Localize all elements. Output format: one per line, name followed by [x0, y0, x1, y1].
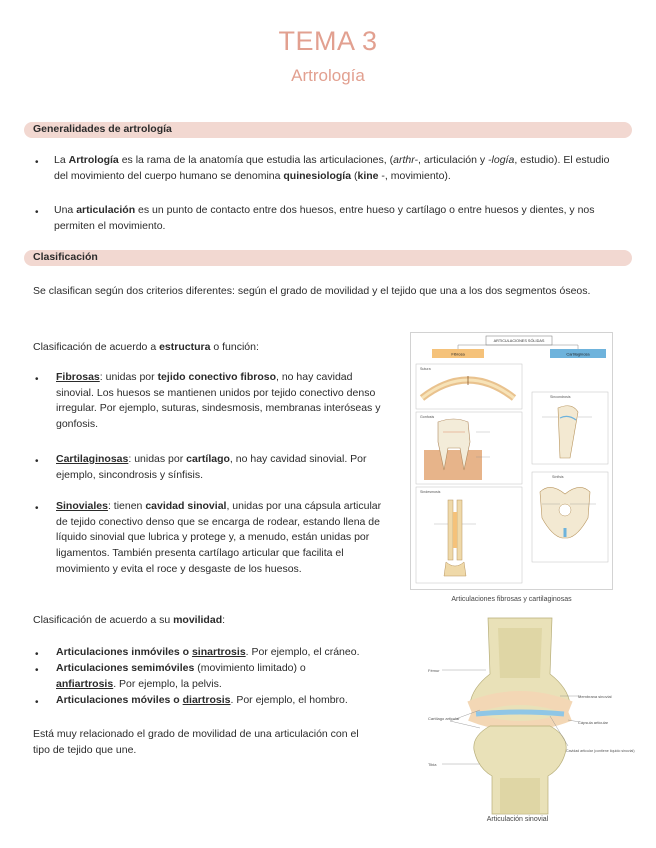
- figure1-right-header: Cartilaginosa: [566, 351, 590, 357]
- bullet-dot: •: [35, 649, 39, 660]
- figure2-label-membrana: Membrana sinovial: [578, 694, 612, 699]
- section-header-generalidades: [24, 122, 632, 138]
- figure-solid-joints: [410, 332, 613, 590]
- page-title: TEMA 3: [278, 26, 378, 56]
- bullet-diartrosis: Articulaciones móviles o diartrosis. Por ejemplo, el hombro.: [56, 694, 348, 706]
- bullet-dot: •: [35, 697, 39, 708]
- figure1-left-header: Fibrosa: [451, 351, 465, 357]
- bullet-sinoviales: Sinoviales: tienen cavidad sinovial, unidas por una cápsula articular de tejido conectivo denso que se encarga de rodear, estando llena de líquido sinovial que lubrica y protege y, a menudo, están unidas por ligamentos. También presenta cartílago articular que facilita el movimiento y evita el roce y desgaste de los huesos.: [56, 500, 382, 575]
- page-subtitle: Artrología: [291, 66, 365, 85]
- figure-synovial-joint: [420, 618, 635, 814]
- figure1-top-label: ARTICULACIONES SÓLIDAS: [493, 339, 545, 343]
- bullet-dot: •: [35, 503, 39, 514]
- bullet-artrologia: La Artrología es la rama de la anatomía que estudia las articulaciones, (arthr-, articulación y -logía, estudio). El estudio del movimiento del cuerpo humano se denomina quinesiología (kine -, movimiento).: [54, 154, 610, 182]
- figure2-label-capsula: Cápsula articular: [578, 720, 609, 725]
- figure2-caption: Articulación sinovial: [486, 816, 549, 823]
- figure1-sincondrosis-label: Sincondrosis: [550, 395, 571, 399]
- figure2-label-cartilago: Cartílago articular: [428, 716, 460, 721]
- bullet-fibrosas: Fibrosas: unidas por tejido conectivo fibroso, no hay cavidad sinovial. Los huesos se mantienen unidos por tejido conectivo denso irregular. Por ejemplo, suturas, sindesmosis, membranas interóseas y gonfosis.: [56, 371, 381, 431]
- figure2-label-femur: Fémur: [428, 668, 440, 673]
- intro-paragraph: Se clasifican según dos criterios diferentes: según el grado de movilidad y el tejido que una a los dos segmentos óseos.: [33, 285, 591, 297]
- bullet-sinartrosis: Articulaciones inmóviles o sinartrosis. Por ejemplo, el cráneo.: [56, 646, 360, 658]
- section-header-clasificacion: [24, 250, 632, 266]
- bullet-articulacion: Una articulación es un punto de contacto entre dos huesos, entre hueso y cartílago o entre huesos y dientes, y nos permiten el movimiento.: [54, 204, 595, 232]
- estructura-lead: Clasificación de acuerdo a estructura o función:: [33, 341, 259, 353]
- figure2-label-cavidad: Cavidad articular (contiene líquido sinovial): [566, 749, 635, 753]
- bullet-anfiartrosis: Articulaciones semimóviles (movimiento limitado) o anfiartrosis. Por ejemplo, la pelvis.: [56, 662, 306, 690]
- figure2-label-tibia: Tibia: [428, 762, 437, 767]
- bullet-dot: •: [35, 207, 39, 218]
- bullet-dot: •: [35, 374, 39, 385]
- section-title: Clasificación: [33, 251, 98, 263]
- figure1-caption: Articulaciones fibrosas y cartilaginosas: [451, 596, 572, 603]
- figure1-sinfisis-label: Sínfisis: [552, 475, 564, 479]
- closing-paragraph: Está muy relacionado el grado de movilidad de una articulación con el tipo de tejido que une.: [33, 728, 359, 756]
- figure1-gonfosis-label: Gonfosis: [420, 415, 435, 419]
- bullet-dot: •: [35, 157, 39, 168]
- section-title: Generalidades de artrología: [33, 123, 172, 135]
- figure1-sindesmosis-label: Sindesmosis: [420, 490, 441, 494]
- movilidad-lead: Clasificación de acuerdo a su movilidad:: [33, 614, 226, 626]
- figure1-sutura-label: Sutura: [420, 367, 431, 371]
- bullet-cartilaginosas: Cartilaginosas: unidas por cartílago, no hay cavidad sinovial. Por ejemplo, sincondrosis y sínfisis.: [56, 453, 367, 481]
- bullet-dot: •: [35, 665, 39, 676]
- bullet-dot: •: [35, 456, 39, 467]
